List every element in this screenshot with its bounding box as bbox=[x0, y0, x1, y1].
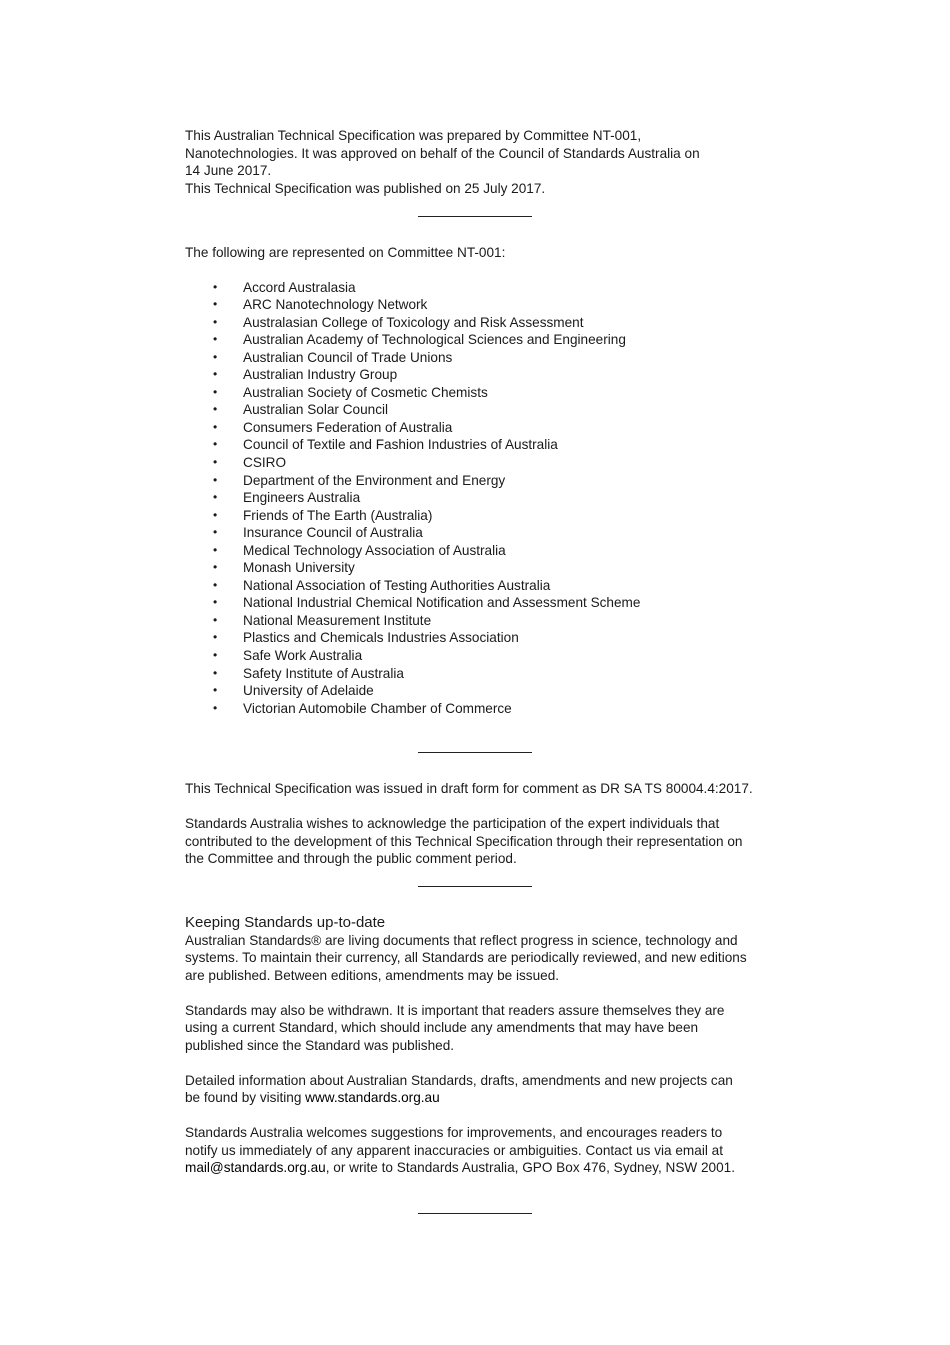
paragraph-line: published since the Standard was published. bbox=[185, 1037, 455, 1053]
committee-member-name: Australian Council of Trade Unions bbox=[243, 349, 453, 365]
acknowledgement-line: contributed to the development of this Technical Specification through their representation on bbox=[185, 833, 743, 849]
committee-member-name: Consumers Federation of Australia bbox=[243, 419, 453, 435]
committee-member-item bbox=[185, 419, 775, 437]
bullet-icon: • bbox=[213, 577, 218, 592]
bullet-icon: • bbox=[213, 612, 218, 627]
committee-member-item bbox=[185, 700, 775, 718]
paragraph-line: notify us immediately of any apparent inaccuracies or ambiguities. Contact us via email at bbox=[185, 1142, 723, 1158]
committee-member-name: Australian Solar Council bbox=[243, 402, 389, 418]
bullet-icon: • bbox=[213, 665, 218, 680]
bullet-icon: • bbox=[213, 332, 218, 347]
bullet-icon: • bbox=[213, 560, 218, 575]
committee-member-name: Council of Textile and Fashion Industries of Australia bbox=[243, 437, 558, 453]
bullet-icon: • bbox=[213, 472, 218, 487]
bullet-icon: • bbox=[213, 507, 218, 522]
committee-member-item bbox=[185, 665, 775, 683]
committee-member-item bbox=[185, 629, 775, 647]
email-link[interactable]: mail@standards.org.au bbox=[185, 1160, 326, 1176]
committee-member-item bbox=[185, 489, 775, 507]
preparation-line: 14 June 2017. bbox=[185, 163, 272, 178]
committee-member-name: Friends of The Earth (Australia) bbox=[243, 507, 433, 523]
acknowledgement-paragraph bbox=[185, 815, 775, 868]
committee-member-name: National Measurement Institute bbox=[243, 612, 432, 628]
committee-member-item bbox=[185, 542, 775, 560]
bullet-icon: • bbox=[213, 367, 218, 382]
bullet-icon: • bbox=[213, 384, 218, 399]
committee-member-name: National Association of Testing Authorities Australia bbox=[243, 577, 551, 593]
committee-member-name: Insurance Council of Australia bbox=[243, 525, 423, 541]
committee-member-item bbox=[185, 472, 775, 490]
committee-member-item bbox=[185, 594, 775, 612]
section-divider bbox=[418, 216, 532, 217]
bullet-icon: • bbox=[213, 595, 218, 610]
committee-member-name: Australasian College of Toxicology and Risk Assessment bbox=[243, 314, 584, 330]
bullet-icon: • bbox=[213, 630, 218, 645]
committee-member-name: Plastics and Chemicals Industries Association bbox=[243, 630, 519, 646]
committee-member-item bbox=[185, 349, 775, 367]
preparation-line: This Australian Technical Specification was prepared by Committee NT-001, bbox=[185, 128, 642, 143]
committee-member-item bbox=[185, 682, 775, 700]
paragraph-text: , or write to Standards Australia, GPO Box 476, Sydney, NSW 2001. bbox=[325, 1160, 736, 1176]
committee-member-item bbox=[185, 279, 775, 297]
paragraph-line: Standards may also be withdrawn. It is important that readers assure themselves they are bbox=[185, 1002, 725, 1018]
committee-member-item bbox=[185, 366, 775, 384]
committee-member-item bbox=[185, 647, 775, 665]
committee-member-name: Safe Work Australia bbox=[243, 647, 363, 663]
publication-line: This Technical Specification was published on 25 July 2017. bbox=[185, 180, 546, 196]
document-page bbox=[185, 127, 775, 1214]
section-divider bbox=[418, 1213, 532, 1214]
preparation-line: Nanotechnologies. It was approved on behalf of the Council of Standards Australia on bbox=[185, 145, 700, 161]
paragraph-line bbox=[185, 1159, 775, 1177]
committee-member-name: Australian Society of Cosmetic Chemists bbox=[243, 384, 488, 400]
committee-member-name: National Industrial Chemical Notification and Assessment Scheme bbox=[243, 595, 641, 611]
committee-member-name: Engineers Australia bbox=[243, 490, 361, 506]
feedback-paragraph bbox=[185, 1124, 775, 1177]
committee-member-name: Accord Australasia bbox=[243, 279, 356, 295]
committee-member-item bbox=[185, 559, 775, 577]
withdrawn-paragraph bbox=[185, 1002, 775, 1055]
committee-member-item bbox=[185, 612, 775, 630]
bullet-icon: • bbox=[213, 402, 218, 417]
paragraph-line: are published. Between editions, amendments may be issued. bbox=[185, 967, 560, 983]
acknowledgement-line: the Committee and through the public comment period. bbox=[185, 851, 517, 867]
committee-member-name: ARC Nanotechnology Network bbox=[243, 297, 428, 313]
committee-member-item bbox=[185, 314, 775, 332]
website-link[interactable]: www.standards.org.au bbox=[305, 1090, 440, 1106]
bullet-icon: • bbox=[213, 279, 218, 294]
committee-member-name: Monash University bbox=[243, 560, 355, 576]
bullet-icon: • bbox=[213, 437, 218, 452]
committee-member-item bbox=[185, 331, 775, 349]
preparation-statement bbox=[185, 127, 775, 197]
committee-member-name: Australian Industry Group bbox=[243, 367, 398, 383]
paragraph-line: Detailed information about Australian Standards, drafts, amendments and new projects can bbox=[185, 1072, 733, 1088]
paragraph-text: be found by visiting bbox=[185, 1090, 306, 1106]
paragraph-line: using a current Standard, which should include any amendments that may have been bbox=[185, 1020, 699, 1036]
committee-member-list bbox=[185, 279, 775, 718]
paragraph-line: systems. To maintain their currency, all Standards are periodically reviewed, and new editions bbox=[185, 950, 747, 966]
bullet-icon: • bbox=[213, 419, 218, 434]
committee-member-item bbox=[185, 454, 775, 472]
section-divider bbox=[418, 752, 532, 753]
bullet-icon: • bbox=[213, 297, 218, 312]
committee-member-name: Department of the Environment and Energy bbox=[243, 472, 506, 488]
bullet-icon: • bbox=[213, 314, 218, 329]
committee-member-name: Victorian Automobile Chamber of Commerce bbox=[243, 700, 512, 716]
living-documents-paragraph bbox=[185, 932, 775, 985]
draft-issued-statement: This Technical Specification was issued in draft form for comment as DR SA TS 80004.4:2017. bbox=[185, 781, 753, 797]
committee-member-item bbox=[185, 296, 775, 314]
bullet-icon: • bbox=[213, 454, 218, 469]
bullet-icon: • bbox=[213, 647, 218, 662]
section-heading: Keeping Standards up-to-date bbox=[185, 913, 386, 931]
bullet-icon: • bbox=[213, 542, 218, 557]
section-divider bbox=[418, 886, 532, 887]
acknowledgement-line: Standards Australia wishes to acknowledge the participation of the expert individuals that bbox=[185, 816, 720, 832]
bullet-icon: • bbox=[213, 525, 218, 540]
committee-intro: The following are represented on Committee NT-001: bbox=[185, 245, 506, 260]
paragraph-line: Standards Australia welcomes suggestions for improvements, and encourages readers to bbox=[185, 1125, 723, 1141]
bullet-icon: • bbox=[213, 349, 218, 364]
information-paragraph bbox=[185, 1072, 775, 1107]
committee-member-name: University of Adelaide bbox=[243, 683, 374, 699]
committee-member-name: Australian Academy of Technological Sciences and Engineering bbox=[243, 332, 626, 348]
committee-member-item bbox=[185, 436, 775, 454]
paragraph-line bbox=[185, 1089, 775, 1107]
committee-member-name: CSIRO bbox=[243, 454, 287, 470]
paragraph-line: Australian Standards® are living documents that reflect progress in science, technology and bbox=[185, 932, 738, 948]
committee-member-item bbox=[185, 401, 775, 419]
committee-member-item bbox=[185, 507, 775, 525]
bullet-icon: • bbox=[213, 683, 218, 698]
bullet-icon: • bbox=[213, 700, 218, 715]
committee-member-item bbox=[185, 524, 775, 542]
committee-member-name: Medical Technology Association of Australia bbox=[243, 542, 506, 558]
bullet-icon: • bbox=[213, 490, 218, 505]
committee-member-item bbox=[185, 577, 775, 595]
committee-member-item bbox=[185, 384, 775, 402]
committee-member-name: Safety Institute of Australia bbox=[243, 665, 404, 681]
